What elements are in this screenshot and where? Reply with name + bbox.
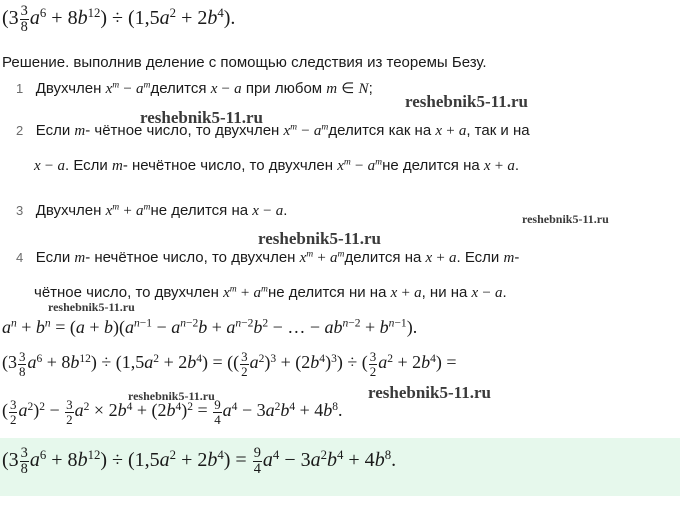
watermark: reshebnik5-11.ru	[522, 212, 609, 226]
watermark: reshebnik5-11.ru	[140, 108, 263, 127]
formula-line: $a^n + b^n = (a + b)(a^{n-1} - a^{n-2}b + a^{n-2}b^2$ − … − $ab^{n-2} + b^{n-1}$).	[2, 317, 418, 337]
watermark: reshebnik5-11.ru	[405, 92, 528, 111]
problem-expression: (3 $\frac{3}{8}$ $a^6 + 8b^{12}) \div (1,5a^2 + 2b^4)$.	[2, 3, 236, 36]
expansion-line-2: ( $\frac{3}{2}$ $a^2)^2$ − $\frac{3}{2}$ $a^2 \times 2b^4 + (2b^4)^2$ = $\frac{9}{4}$ $a^4 - 3a^2b^4 + 4b^8$.	[2, 397, 343, 427]
watermark: reshebnik5-11.ru	[128, 389, 215, 403]
list-item: 1 Двухчлен $x^m$ − $a^mделится$ x − a при любом m ∈ N;	[16, 79, 373, 97]
list-item-continued: x − a. Если m- нечётное число, то двухчлен $x^m - a^mне$ делится на x + a.	[34, 156, 520, 174]
list-item: 2 Если m- чётное число, то двухчлен $x^m$ − $a^mделится$ как на x + a, так и на	[16, 121, 530, 139]
list-item-continued: чётное число, то двухчлен $x^m + a^mне$ делится ни на x + a, ни на x − a.	[34, 283, 507, 301]
watermark: reshebnik5-11.ru	[368, 383, 491, 402]
watermark: reshebnik5-11.ru	[48, 300, 135, 314]
list-item: 4 Если m- нечётное число, то двухчлен $x^m$ + $a^mделится$ на x + a. Если m-	[16, 248, 520, 266]
expansion-line-1: (3 $\frac{3}{8}$ $a^6 + 8b^{12}) \div (1,5a^2 + 2b^4)$ = (( $\frac{3}{2}$ $a^2)^3 + (2b^4)^3$) ÷ ( $\frac{3}{2}$ $a^2 + 2b^4$) =	[2, 349, 457, 379]
list-item: 3 Двухчлен $x^m + a^mне$ делится на x − a.	[16, 201, 288, 219]
watermark: reshebnik5-11.ru	[258, 229, 381, 248]
solution-heading: Решение. выполнив деление с помощью следствия из теоремы Безу.	[2, 54, 487, 71]
final-answer: (3 $\frac{3}{8}$ $a^6 + 8b^{12}) \div (1,5a^2 + 2b^4)$ = $\frac{9}{4}$ $a^4 - 3a^2b^4 + 4b^8$.	[2, 445, 397, 478]
